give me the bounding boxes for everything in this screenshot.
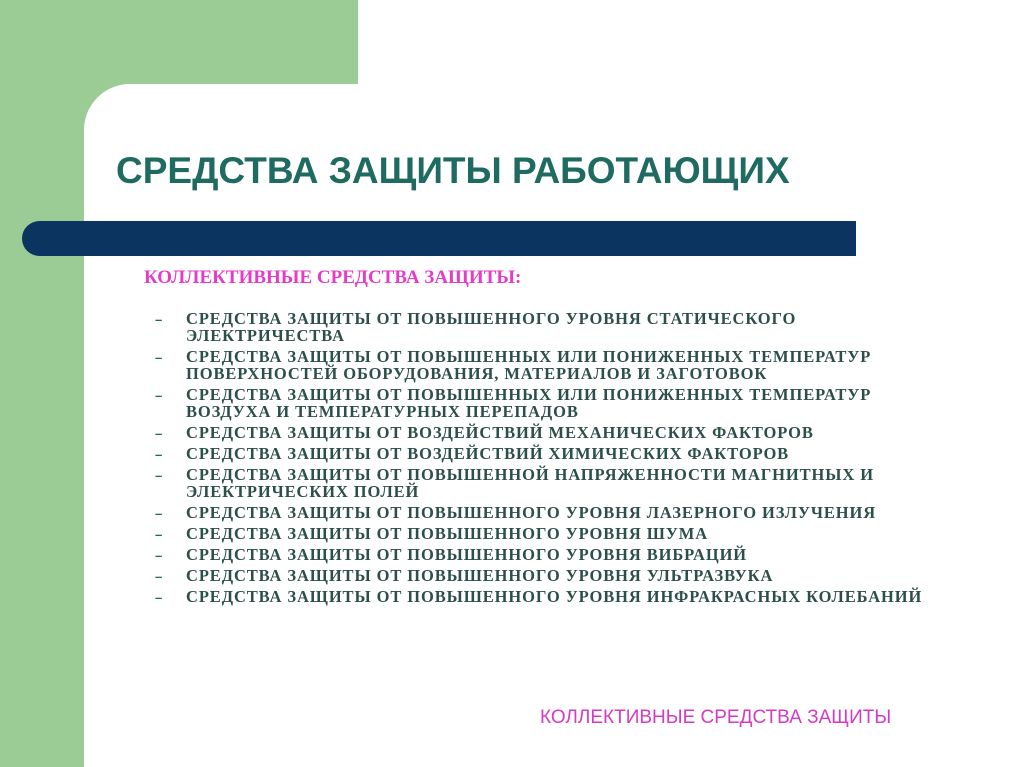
list-item: [151, 386, 951, 420]
bullet-dash: –: [155, 426, 163, 441]
footer-caption: КОЛЛЕКТИВНЫЕ СРЕДСТВА ЗАЩИТЫ: [540, 707, 892, 728]
section-subheading: КОЛЛЕКТИВНЫЕ СРЕДСТВА ЗАЩИТЫ:: [144, 267, 522, 288]
bullet-dash: –: [155, 468, 163, 483]
slide-title: СРЕДСТВА ЗАЩИТЫ РАБОТАЮЩИХ: [116, 150, 790, 191]
list-item: [151, 466, 951, 500]
list-item-label: СРЕДСТВА ЗАЩИТЫ ОТ ВОЗДЕЙСТВИЙ МЕХАНИЧЕСКИХ ФАКТОРОВ: [186, 423, 814, 442]
protection-means-list: [151, 310, 951, 609]
list-item: [151, 445, 951, 462]
list-item: [151, 424, 951, 441]
title-underline-bar: [22, 221, 856, 256]
list-item-label: СРЕДСТВА ЗАЩИТЫ ОТ ПОВЫШЕННОЙ НАПРЯЖЕННОСТИ МАГНИТНЫХ И ЭЛЕКТРИЧЕСКИХ ПОЛЕЙ: [186, 465, 874, 501]
list-item-label: СРЕДСТВА ЗАЩИТЫ ОТ ПОВЫШЕННЫХ ИЛИ ПОНИЖЕННЫХ ТЕМПЕРАТУР ПОВЕРХНОСТЕЙ ОБОРУДОВАНИЯ, МАТЕРИАЛОВ И ЗАГОТОВОК: [186, 347, 872, 383]
list-item-label: СРЕДСТВА ЗАЩИТЫ ОТ ПОВЫШЕННОГО УРОВНЯ СТАТИЧЕСКОГО ЭЛЕКТРИЧЕСТВА: [186, 309, 797, 345]
bullet-dash: –: [155, 388, 163, 403]
list-item-label: СРЕДСТВА ЗАЩИТЫ ОТ ПОВЫШЕННОГО УРОВНЯ УЛЬТРАЗВУКА: [186, 566, 774, 585]
bullet-dash: –: [155, 527, 163, 542]
list-item: [151, 525, 951, 542]
list-item-label: СРЕДСТВА ЗАЩИТЫ ОТ ПОВЫШЕННОГО УРОВНЯ ШУМА: [186, 524, 709, 543]
list-item: [151, 348, 951, 382]
bullet-dash: –: [155, 350, 163, 365]
list-item-label: СРЕДСТВА ЗАЩИТЫ ОТ ПОВЫШЕННОГО УРОВНЯ ЛАЗЕРНОГО ИЗЛУЧЕНИЯ: [186, 503, 877, 522]
bullet-dash: –: [155, 312, 163, 327]
bullet-dash: –: [155, 548, 163, 563]
list-item-label: СРЕДСТВА ЗАЩИТЫ ОТ ПОВЫШЕННЫХ ИЛИ ПОНИЖЕННЫХ ТЕМПЕРАТУР ВОЗДУХА И ТЕМПЕРАТУРНЫХ ПЕРЕПАДОВ: [186, 385, 872, 421]
bullet-dash: –: [155, 569, 163, 584]
list-item-label: СРЕДСТВА ЗАЩИТЫ ОТ ПОВЫШЕННОГО УРОВНЯ ИНФРАКРАСНЫХ КОЛЕБАНИЙ: [186, 587, 923, 606]
bullet-dash: –: [155, 590, 163, 605]
list-item-label: СРЕДСТВА ЗАЩИТЫ ОТ ВОЗДЕЙСТВИЙ ХИМИЧЕСКИХ ФАКТОРОВ: [186, 444, 790, 463]
list-item: [151, 567, 951, 584]
list-item-label: СРЕДСТВА ЗАЩИТЫ ОТ ПОВЫШЕННОГО УРОВНЯ ВИБРАЦИЙ: [186, 545, 748, 564]
bullet-dash: –: [155, 447, 163, 462]
list-item: [151, 588, 951, 605]
list-item: [151, 310, 951, 344]
list-item: [151, 504, 951, 521]
list-item: [151, 546, 951, 563]
bullet-dash: –: [155, 506, 163, 521]
